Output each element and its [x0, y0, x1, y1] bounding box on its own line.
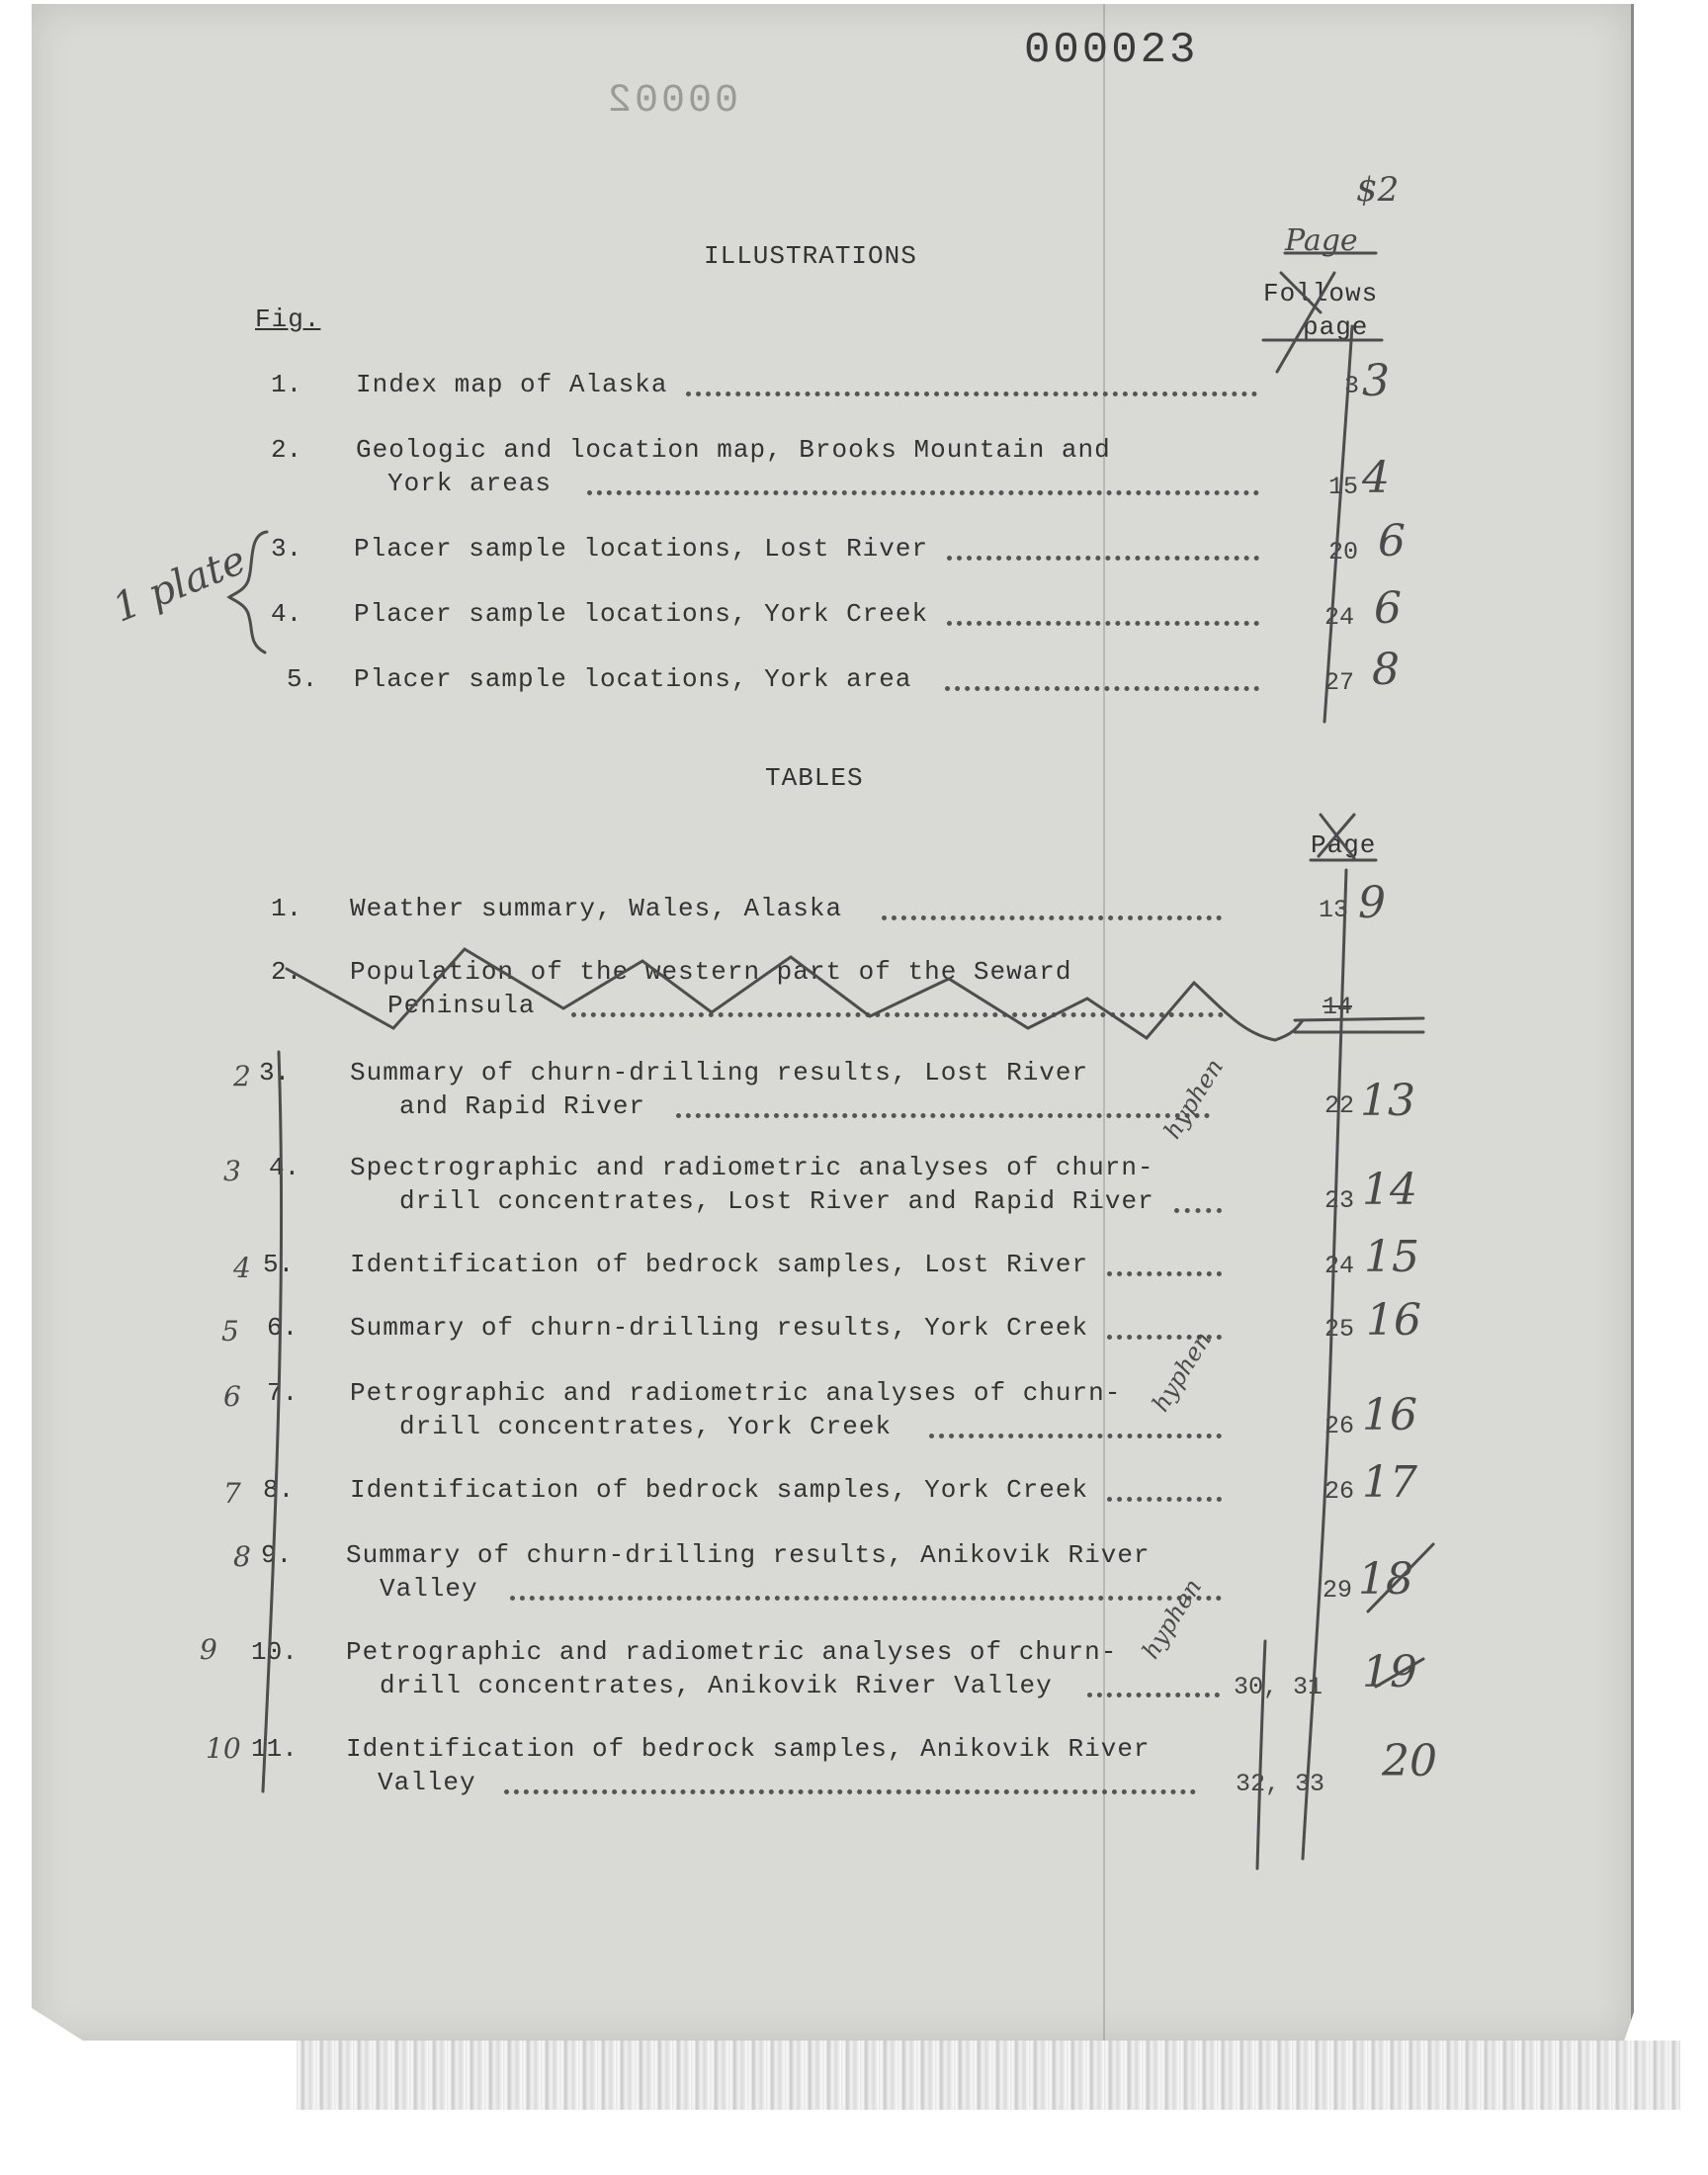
- fig-number: 2.: [271, 435, 302, 465]
- hyphen-margin-note: hyphen: [1137, 1574, 1208, 1664]
- mirrored-stamp: 00002: [605, 79, 739, 124]
- table-new-page: 19: [1362, 1647, 1417, 1697]
- table-title: Identification of bedrock samples, York Creek: [350, 1475, 1089, 1505]
- table-page: 13: [1319, 896, 1349, 924]
- table-new-page: 9: [1358, 878, 1386, 928]
- table-new-number: 8: [233, 1540, 251, 1573]
- fig-page: 24: [1324, 603, 1355, 632]
- follows-column-heading: Follows: [1263, 279, 1379, 308]
- table-page: 24: [1324, 1252, 1355, 1280]
- table-title: Spectrographic and radiometric analyses of churn-: [350, 1153, 1154, 1182]
- table-title-continued: and Rapid River: [399, 1091, 646, 1121]
- table-new-number: 7: [223, 1477, 241, 1510]
- fig-page: 27: [1324, 668, 1355, 697]
- table-new-page: 20: [1382, 1736, 1437, 1786]
- table-number: 1.: [271, 894, 302, 923]
- table-page: 23: [1324, 1186, 1355, 1215]
- fig-title-continued: York areas: [387, 469, 553, 498]
- fig-number: 4.: [271, 599, 302, 629]
- table-title: Identification of bedrock samples, Lost River: [350, 1250, 1089, 1279]
- table-new-page: 16: [1362, 1390, 1417, 1440]
- table-title-continued: Valley: [378, 1768, 476, 1797]
- fig-number: 3.: [271, 534, 302, 564]
- table-new-number: 2: [233, 1060, 251, 1092]
- table-title-continued: drill concentrates, Lost River and Rapid River: [399, 1186, 1154, 1216]
- fig-column-label: Fig.: [255, 304, 321, 334]
- table-new-number: 5: [221, 1315, 239, 1348]
- table-page: 14: [1323, 993, 1353, 1021]
- illustrations-heading: ILLUSTRATIONS: [704, 241, 917, 271]
- table-title-continued: Valley: [380, 1574, 478, 1604]
- table-new-number: 6: [223, 1380, 241, 1413]
- table-number: 7.: [267, 1378, 299, 1408]
- table-title: Summary of churn-drilling results, Anikovik River: [346, 1540, 1151, 1570]
- table-title: Weather summary, Wales, Alaska: [350, 894, 843, 923]
- fig-number: 1.: [271, 370, 302, 399]
- fig-title: Placer sample locations, York area: [354, 664, 912, 694]
- table-new-page: 16: [1366, 1295, 1421, 1346]
- table-number: 6.: [267, 1313, 299, 1343]
- table-new-page: 15: [1364, 1232, 1419, 1282]
- fig-page: 3: [1344, 372, 1360, 400]
- page-column-handwritten-heading: Page: [1285, 223, 1358, 258]
- fig-number: 5.: [287, 664, 318, 694]
- fig-new-page: 4: [1362, 453, 1390, 503]
- tables-page-column-heading: Page: [1311, 830, 1377, 860]
- table-number: 2.: [271, 957, 302, 987]
- table-number: 10.: [251, 1637, 298, 1667]
- fig-new-page: 6: [1374, 583, 1402, 634]
- table-page: 30, 31: [1234, 1673, 1324, 1701]
- document-number-stamp: 000023: [1024, 26, 1199, 75]
- table-number: 4.: [269, 1153, 300, 1182]
- table-title: Summary of churn-drilling results, York Creek: [350, 1313, 1089, 1343]
- hyphen-margin-note: hyphen: [1147, 1327, 1218, 1417]
- fig-title: Geologic and location map, Brooks Mountain and: [356, 435, 1111, 465]
- table-title: Summary of churn-drilling results, Lost River: [350, 1058, 1089, 1088]
- table-new-page: 17: [1362, 1457, 1417, 1508]
- table-number: 9.: [261, 1540, 293, 1570]
- table-title: Petrographic and radiometric analyses of churn-: [350, 1378, 1122, 1408]
- table-number: 11.: [251, 1734, 298, 1764]
- fig-new-page: 8: [1372, 645, 1400, 695]
- table-new-number: 4: [233, 1252, 251, 1284]
- hyphen-margin-note: hyphen: [1158, 1054, 1230, 1144]
- table-number: 8.: [263, 1475, 295, 1505]
- table-number: 3.: [259, 1058, 291, 1088]
- table-page: 32, 33: [1236, 1770, 1325, 1798]
- table-page: 22: [1324, 1091, 1355, 1120]
- fig-new-page: 3: [1362, 356, 1390, 406]
- table-title-continued: drill concentrates, York Creek: [399, 1412, 893, 1441]
- table-new-page: 14: [1362, 1165, 1417, 1215]
- fig-title: Index map of Alaska: [356, 370, 668, 399]
- page-column-heading: page: [1303, 312, 1369, 342]
- fig-page: 15: [1328, 473, 1359, 501]
- fig-title: Placer sample locations, Lost River: [354, 534, 929, 564]
- table-number: 5.: [263, 1250, 295, 1279]
- table-page: 29: [1323, 1576, 1353, 1605]
- tables-heading: TABLES: [765, 763, 864, 793]
- table-page: 26: [1324, 1477, 1355, 1506]
- fig-title: Placer sample locations, York Creek: [354, 599, 929, 629]
- table-new-page: 13: [1360, 1076, 1415, 1126]
- fig-new-page: 6: [1378, 516, 1406, 566]
- table-new-number: 10: [206, 1732, 241, 1765]
- corner-note: $2: [1356, 170, 1400, 210]
- table-title: Petrographic and radiometric analyses of churn-: [346, 1637, 1118, 1667]
- table-title-continued: drill concentrates, Anikovik River Valley: [380, 1671, 1053, 1700]
- table-new-page: 18: [1358, 1554, 1413, 1605]
- fig-page: 20: [1328, 538, 1359, 566]
- table-title-continued: Peninsula: [387, 991, 536, 1020]
- table-page: 26: [1324, 1412, 1355, 1440]
- table-title: Identification of bedrock samples, Anikovik River: [346, 1734, 1151, 1764]
- table-new-number: 9: [200, 1633, 217, 1666]
- table-page: 25: [1324, 1315, 1355, 1344]
- plate-bracket-note: 1 plate: [107, 537, 253, 632]
- table-title: Population of the western part of the Seward: [350, 957, 1072, 987]
- table-new-number: 3: [223, 1155, 241, 1187]
